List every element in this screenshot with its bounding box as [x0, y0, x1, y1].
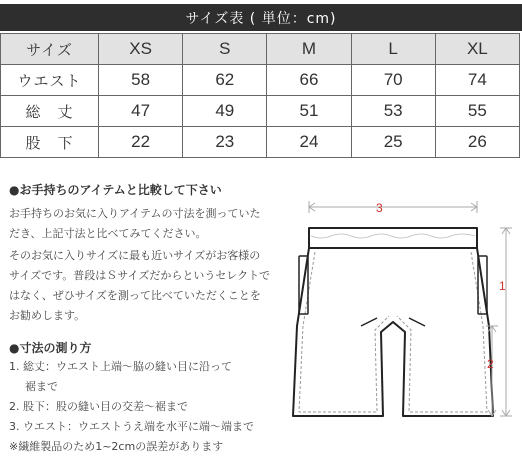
table-cell: 70: [351, 65, 435, 96]
table-cell: 74: [435, 65, 519, 96]
size-chart-title: サイズ表 ( 単位：cm): [0, 4, 522, 31]
dimension-2-label: 2: [487, 357, 494, 371]
measure-step-1-cont: 裾まで: [25, 380, 58, 393]
table-row-waist: [1, 65, 520, 96]
header-cell-l: L: [351, 34, 435, 65]
table-cell: 66: [267, 65, 351, 96]
table-cell: 51: [267, 96, 351, 127]
table-cell: 49: [183, 96, 267, 127]
header-cell-m: M: [267, 34, 351, 65]
measure-note: ※繊維製品のため1~2cmの誤差があります: [9, 440, 224, 453]
table-cell: 22: [99, 127, 183, 158]
table-cell: 26: [435, 127, 519, 158]
header-cell-s: S: [183, 34, 267, 65]
dimension-1-line: [500, 228, 512, 416]
row-label-total-length: 総 丈: [1, 96, 99, 127]
measure-section-title: ●寸法の測り方: [9, 341, 92, 355]
compare-section-title: ●お手持ちのアイテムと比較して下さい: [9, 183, 222, 197]
row-label-inseam: 股 下: [1, 127, 99, 158]
table-row-total-length: [1, 96, 520, 127]
table-cell: 55: [435, 96, 519, 127]
measure-step-2: 2. 股下：股の縫い目の交差〜裾まで: [9, 400, 188, 413]
compare-paragraph-1: [9, 204, 271, 244]
measure-step-1: 1. 総丈：ウエスト上端〜脇の縫い目に沿って: [9, 360, 232, 373]
row-label-waist: ウエスト: [1, 65, 99, 96]
dimension-3-line: [309, 201, 477, 213]
dimension-2-line: [486, 326, 498, 416]
table-cell: 23: [183, 127, 267, 158]
shorts-diagram: [285, 190, 522, 420]
compare-paragraph-2: [9, 246, 271, 326]
measure-step-3: 3. ウエスト：ウエストうえ端を水平に端〜端まで: [9, 420, 254, 433]
table-cell: 24: [267, 127, 351, 158]
header-cell-xs: XS: [99, 34, 183, 65]
table-row-inseam: [1, 127, 520, 158]
dimension-1-label: 1: [499, 279, 506, 293]
shorts-outline: [293, 228, 493, 416]
compare-text-1: お手持ちのお気に入りアイテムの寸法を測っていただき、上記寸法と比べてみてください。: [9, 207, 261, 240]
table-cell: 53: [351, 96, 435, 127]
dimension-3-label: 3: [376, 201, 383, 215]
size-table: [0, 33, 520, 158]
header-cell-size: サイズ: [1, 34, 99, 65]
header-cell-xl: XL: [435, 34, 519, 65]
table-cell: 62: [183, 65, 267, 96]
compare-text-2: そのお気に入りサイズに最も近いサイズがお客様のサイズです。普段はＳサイズだからというセレクトではなく、ぜひサイズを測って比べていただくことをお勧めします。: [9, 249, 271, 322]
table-header-row: [1, 34, 520, 65]
table-cell: 25: [351, 127, 435, 158]
table-cell: 58: [99, 65, 183, 96]
table-cell: 47: [99, 96, 183, 127]
measure-instructions: [9, 357, 277, 457]
